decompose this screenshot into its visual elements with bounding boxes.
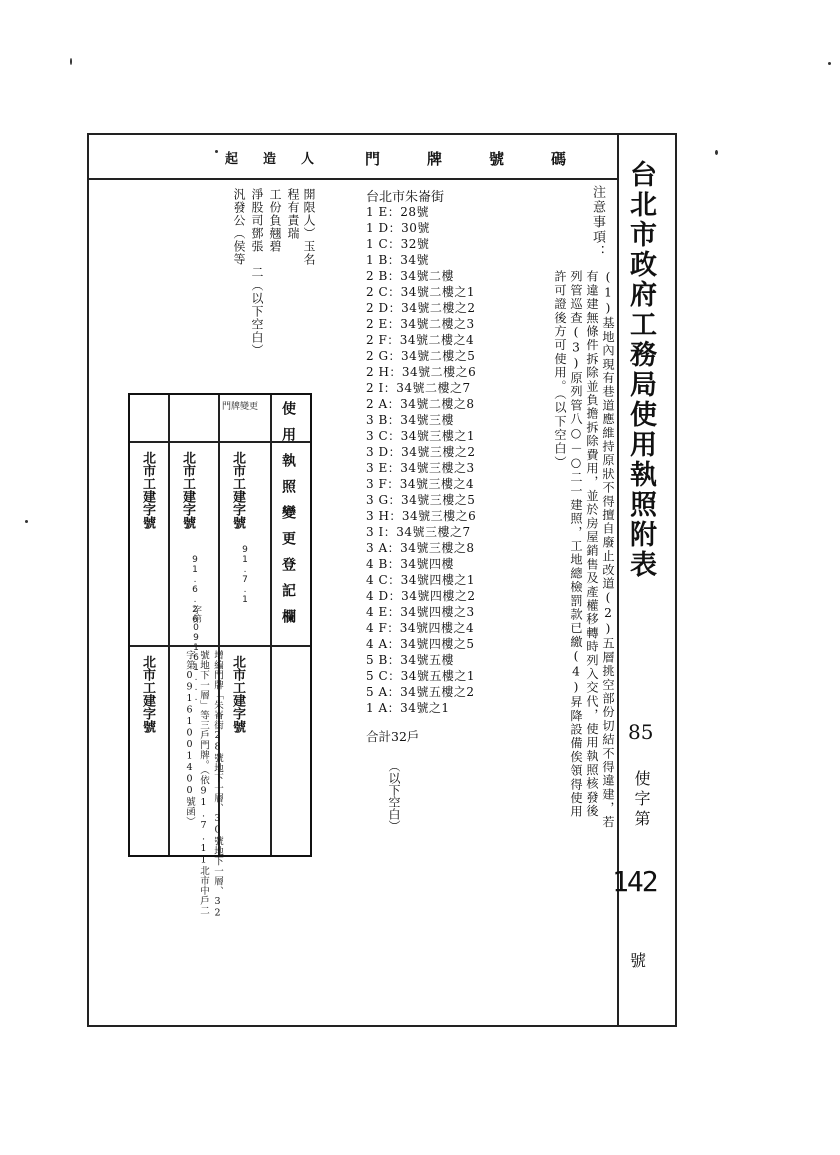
- address-total: 合計32戶: [366, 729, 420, 744]
- address-row: 2 C：34號二樓之1: [366, 285, 476, 299]
- address-row: 2 F：34號二樓之4: [366, 333, 475, 347]
- stamp-handwritten-2: 91.7.1: [240, 545, 250, 605]
- address-row: 2 H：34號二樓之6: [366, 365, 477, 379]
- license-suffix: 號: [630, 951, 647, 970]
- address-row: 3 D：34號三樓之2: [366, 445, 476, 459]
- license-year: 85: [628, 720, 654, 744]
- address-row: 4 D：34號四樓之2: [366, 589, 476, 603]
- builder-line-1: 開限人）玉名: [302, 188, 316, 266]
- address-row: 3 C：34號三樓之1: [366, 429, 476, 443]
- stamp-title: 使用執照變更登記欄: [280, 401, 296, 635]
- stamp-col-c: 北市工建字號: [140, 451, 155, 529]
- address-row: 3 H：34號三樓之6: [366, 509, 477, 523]
- notes-label: 注意事項：: [590, 185, 605, 260]
- blank-note: （以下空白）: [387, 760, 401, 832]
- builder-line-4: 淨股司鄧張 二（以下空白）: [250, 188, 264, 357]
- address-row: 3 F：34號三樓之4: [366, 477, 475, 491]
- address-row: 2 D：34號二樓之2: [366, 301, 476, 315]
- address-row: 1 C：32號: [366, 237, 430, 251]
- address-row: 4 C：34號四樓之1: [366, 573, 476, 587]
- header-divider: [87, 178, 617, 180]
- address-row: 4 B：34號四樓: [366, 557, 455, 571]
- notes-body: (1)基地內現有巷道應維持原狀不得擅自廢止改道(2)五層挑空部份切結不得違建，若有違建無條件拆除並負擔拆除費用，並於房屋銷售及產權移轉時列入交代，使用執照核發後列管巡查(3)原列管八○－○二一建照，工地總檢罰款已繳(4)昇降設備俟領得使用許可證後方可使用。（以下空白）: [553, 270, 615, 829]
- stamp-row-text: 北市工建字號: [230, 655, 245, 733]
- address-row: 1 E：28號: [366, 205, 429, 219]
- stamp-handwritten-3: 91.6.26: [190, 555, 200, 625]
- address-row: 1 D：30號: [366, 221, 430, 235]
- address-row: 2 G：34號二樓之5: [366, 349, 476, 363]
- address-row: 5 C：34號五樓之1: [366, 669, 476, 683]
- address-row: 5 A：34號五樓之2: [366, 685, 475, 699]
- address-row: 3 I：34號三樓之7: [366, 525, 471, 539]
- stamp-col-a: 北市工建字號: [230, 451, 245, 529]
- stamp-handwritten-4: 字第09161...: [191, 605, 201, 703]
- stamp-note: 增編門牌「朱崙街28號地下一層、30號地下一層、32號地下一層」等三戶門牌。（依91.7.11北市中戶二字第09161001400號函）: [184, 650, 223, 919]
- builder-line-2: 程有責瑞: [286, 188, 300, 240]
- address-row: 4 F：34號四樓之4: [366, 621, 475, 635]
- street-name: 台北市朱崙街: [366, 190, 445, 205]
- address-row: 1 B：34號: [366, 253, 430, 267]
- address-row: 2 E：34號二樓之3: [366, 317, 475, 331]
- license-number: 142: [612, 865, 657, 898]
- address-row: 3 B：34號三樓: [366, 413, 455, 427]
- builder-line-5: 汎發公（侯等: [232, 188, 246, 266]
- address-row: 4 A：34號四樓之5: [366, 637, 475, 651]
- house-number-header: 門 牌 號 碼: [365, 150, 583, 168]
- document-title: 台北市政府工務局使用執照附表: [625, 160, 656, 580]
- address-row: 2 I：34號二樓之7: [366, 381, 471, 395]
- address-row: 1 A：34號之1: [366, 701, 450, 715]
- address-row: 4 E：34號四樓之3: [366, 605, 475, 619]
- license-prefix: 使字第: [632, 770, 651, 830]
- address-row: 2 B：34號二樓: [366, 269, 455, 283]
- address-row: 5 B：34號五樓: [366, 653, 455, 667]
- stamp-col-b: 北市工建字號: [180, 451, 195, 529]
- address-list: [366, 204, 476, 716]
- address-row: 3 E：34號三樓之3: [366, 461, 475, 475]
- builder-header: 起 造 人: [225, 152, 321, 167]
- builder-line-3: 工份負翹碧: [268, 188, 282, 253]
- address-row: 3 A：34號三樓之8: [366, 541, 475, 555]
- address-row: 2 A：34號二樓之8: [366, 397, 475, 411]
- stamp-row-text-2: 北市工建字號: [140, 655, 155, 733]
- address-row: 3 G：34號三樓之5: [366, 493, 476, 507]
- stamp-handwritten-1: 門牌變更: [222, 402, 259, 412]
